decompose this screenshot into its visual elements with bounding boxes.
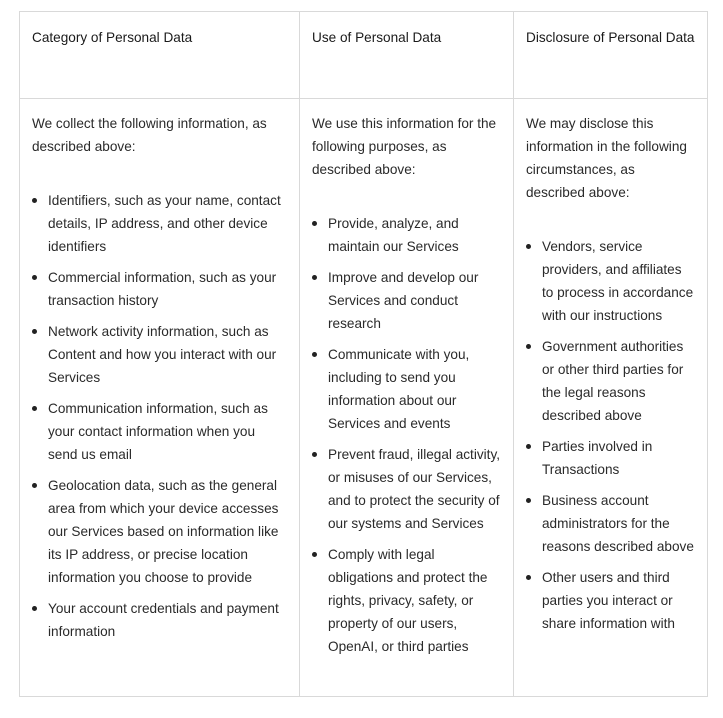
list-item: [48, 474, 287, 589]
list-item-text: Communicate with you, including to send you information about our Services and events: [328, 347, 470, 431]
header-use: Use of Personal Data: [300, 12, 514, 99]
list-item: [48, 189, 287, 258]
list-item-text: Parties involved in Transactions: [542, 439, 653, 477]
bullet-icon: [526, 244, 531, 249]
bullet-icon: [32, 406, 37, 411]
list-item-text: Your account credentials and payment information: [48, 601, 279, 639]
list-item: [328, 212, 501, 258]
header-category: Category of Personal Data: [20, 12, 300, 99]
bullet-icon: [526, 444, 531, 449]
list-item: [328, 343, 501, 435]
table-row: [20, 99, 708, 697]
bullet-icon: [312, 552, 317, 557]
list-item: [542, 566, 695, 635]
list-item-text: Network activity information, such as Content and how you interact with our Services: [48, 324, 277, 385]
bullet-icon: [312, 275, 317, 280]
list-item-text: Geolocation data, such as the general area from which your device accesses our Services based on information like its IP address, or precise location information you choose to provide: [48, 478, 279, 585]
list-item: [328, 543, 501, 658]
list-item-text: Communication information, such as your contact information when you send us email: [48, 401, 268, 462]
use-intro: We use this information for the following purposes, as described above:: [312, 116, 497, 177]
list-item: [48, 597, 287, 643]
category-cell: [20, 99, 300, 697]
bullet-icon: [312, 221, 317, 226]
use-cell: [300, 99, 514, 697]
list-item-text: Business account administrators for the reasons described above: [542, 493, 694, 554]
list-item: [48, 397, 287, 466]
list-item-text: Prevent fraud, illegal activity, or misuses of our Services, and to protect the security of our systems and Services: [328, 447, 501, 531]
header-row: [20, 12, 708, 99]
list-item-text: Improve and develop our Services and conduct research: [328, 270, 479, 331]
list-item-text: Provide, analyze, and maintain our Services: [328, 216, 459, 254]
list-item-text: Comply with legal obligations and protect the rights, privacy, safety, or property of our users, OpenAI, or third parties: [328, 547, 488, 654]
list-item-text: Commercial information, such as your transaction history: [48, 270, 277, 308]
list-item-text: Identifiers, such as your name, contact details, IP address, and other device identifiers: [48, 193, 281, 254]
list-item: [328, 266, 501, 335]
bullet-icon: [526, 575, 531, 580]
personal-data-table: [19, 11, 708, 697]
bullet-icon: [526, 344, 531, 349]
bullet-icon: [32, 275, 37, 280]
header-disclosure: Disclosure of Personal Data: [514, 12, 708, 99]
list-item: [328, 443, 501, 535]
list-item-text: Other users and third parties you interact or share information with: [542, 570, 675, 631]
bullet-icon: [312, 452, 317, 457]
table-header: [20, 12, 708, 99]
list-item: [542, 235, 695, 327]
category-intro: We collect the following information, as described above:: [32, 116, 267, 154]
bullet-icon: [32, 606, 37, 611]
list-item-text: Government authorities or other third parties for the legal reasons described above: [542, 339, 684, 423]
list-item: [48, 266, 287, 312]
table-body: [20, 99, 708, 697]
bullet-icon: [32, 483, 37, 488]
list-item-text: Vendors, service providers, and affiliates to process in accordance with our instructions: [542, 239, 694, 323]
disclosure-intro: We may disclose this information in the following circumstances, as described above:: [526, 116, 687, 200]
list-item: [542, 435, 695, 481]
list-item: [48, 320, 287, 389]
bullet-icon: [526, 498, 531, 503]
category-list: [32, 189, 287, 643]
disclosure-cell: [514, 99, 708, 697]
bullet-icon: [32, 329, 37, 334]
bullet-icon: [312, 352, 317, 357]
list-item: [542, 335, 695, 427]
bullet-icon: [32, 198, 37, 203]
disclosure-list: [526, 235, 695, 635]
use-list: [312, 212, 501, 658]
list-item: [542, 489, 695, 558]
